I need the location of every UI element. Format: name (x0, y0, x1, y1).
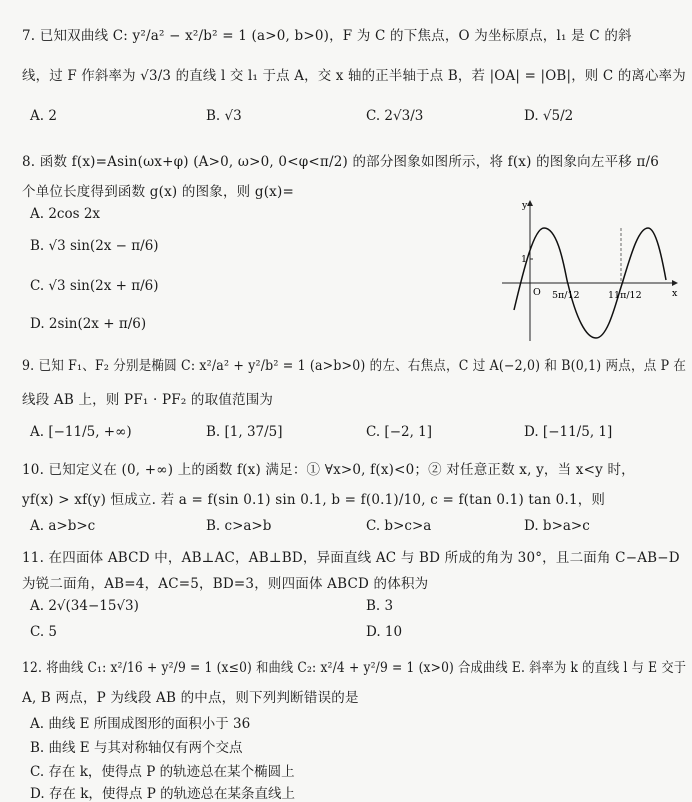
q12-option-d: D. 存在 k，使得点 P 的轨迹总在某条直线上 (30, 786, 296, 802)
q8-option-c: C. √3 sin(2x + π/6) (30, 278, 159, 294)
q7-option-d: D. √5/2 (524, 108, 574, 124)
q8-option-d: D. 2sin(2x + π/6) (30, 316, 147, 332)
q10-option-c: C. b>c>a (366, 518, 432, 534)
q12-stem-line2: A, B 两点，P 为线段 AB 的中点，则下列判断错误的是 (22, 690, 359, 706)
q8-stem-line1: 8. 函数 f(x)=Asin(ωx+φ) (A>0, ω>0, 0<φ<π/2) 的部分图象如图所示，将 f(x) 的图象向左平移 π/6 (22, 154, 660, 170)
q12-option-a: A. 曲线 E 所围成图形的面积小于 36 (30, 716, 251, 732)
q9-stem-line2: 线段 AB 上，则 PF₁ · PF₂ 的取值范围为 (22, 392, 274, 408)
q12-option-c: C. 存在 k，使得点 P 的轨迹总在某个椭圆上 (30, 764, 295, 780)
y-axis-arrow (527, 200, 533, 206)
y-tick-label: 1 (521, 254, 528, 265)
q11-option-a: A. 2√(34−15√3) (30, 598, 139, 614)
sine-graph-svg (500, 198, 680, 343)
q11-option-b: B. 3 (366, 598, 394, 614)
q7-stem-line2: 线，过 F 作斜率为 √3/3 的直线 l 交 l₁ 于点 A，交 x 轴的正半轴于点 B，若 |OA| = |OB|，则 C 的离心率为 (22, 68, 686, 84)
q9-option-a: A. [−11/5, +∞) (30, 424, 132, 440)
x-tick1-label: 5π/12 (552, 290, 580, 301)
y-axis-label: y (522, 200, 528, 211)
q11-option-d: D. 10 (366, 624, 403, 640)
q7-option-c: C. 2√3/3 (366, 108, 424, 124)
q11-stem-line2: 为锐二面角，AB=4，AC=5，BD=3，则四面体 ABCD 的体积为 (22, 576, 429, 592)
q10-stem-line2: yf(x) > xf(y) 恒成立. 若 a = f(sin 0.1) sin 0.1, b = f(0.1)/10, c = f(tan 0.1) tan 0.1，则 (22, 492, 606, 508)
q9-option-b: B. [1, 37/5] (206, 424, 283, 440)
q8-option-a: A. 2cos 2x (30, 206, 101, 222)
q8-option-b: B. √3 sin(2x − π/6) (30, 238, 159, 254)
q10-option-b: B. c>a>b (206, 518, 272, 534)
origin-label: O (533, 287, 541, 298)
q7-option-b: B. √3 (206, 108, 242, 124)
q9-option-d: D. [−11/5, 1] (524, 424, 613, 440)
q7-option-a: A. 2 (30, 108, 57, 124)
sine-graph-figure (500, 198, 680, 343)
q9-option-c: C. [−2, 1] (366, 424, 433, 440)
x-tick2-label: 11π/12 (608, 290, 642, 301)
q12-stem-line1: 12. 将曲线 C₁: x²/16 + y²/9 = 1 (x≤0) 和曲线 C₂: x²/4 + y²/9 = 1 (x>0) 合成曲线 E. 斜率为 k 的直线 l 与 E 交于 (22, 660, 687, 676)
q11-stem-line1: 11. 在四面体 ABCD 中，AB⊥AC，AB⊥BD，异面直线 AC 与 BD 所成的角为 30°，且二面角 C−AB−D (22, 550, 680, 566)
q10-option-d: D. b>a>c (524, 518, 590, 534)
q8-stem-line2: 个单位长度得到函数 g(x) 的图象，则 g(x)= (22, 184, 294, 200)
x-axis-arrow (672, 280, 678, 286)
q12-option-b: B. 曲线 E 与其对称轴仅有两个交点 (30, 740, 243, 756)
q11-option-c: C. 5 (30, 624, 58, 640)
x-axis-label: x (672, 288, 678, 299)
q10-stem-line1: 10. 已知定义在 (0, +∞) 上的函数 f(x) 满足：① ∀x>0, f(x)<0；② 对任意正数 x, y，当 x<y 时， (22, 462, 635, 478)
q10-option-a: A. a>b>c (30, 518, 96, 534)
q7-stem-line1: 7. 已知双曲线 C: y²/a² − x²/b² = 1 (a>0, b>0)，F 为 C 的下焦点，O 为坐标原点，l₁ 是 C 的斜 (22, 28, 632, 44)
q9-stem-line1: 9. 已知 F₁、F₂ 分别是椭圆 C: x²/a² + y²/b² = 1 (a>b>0) 的左、右焦点，C 过 A(−2,0) 和 B(0,1) 两点，点 P 在 (22, 358, 687, 374)
